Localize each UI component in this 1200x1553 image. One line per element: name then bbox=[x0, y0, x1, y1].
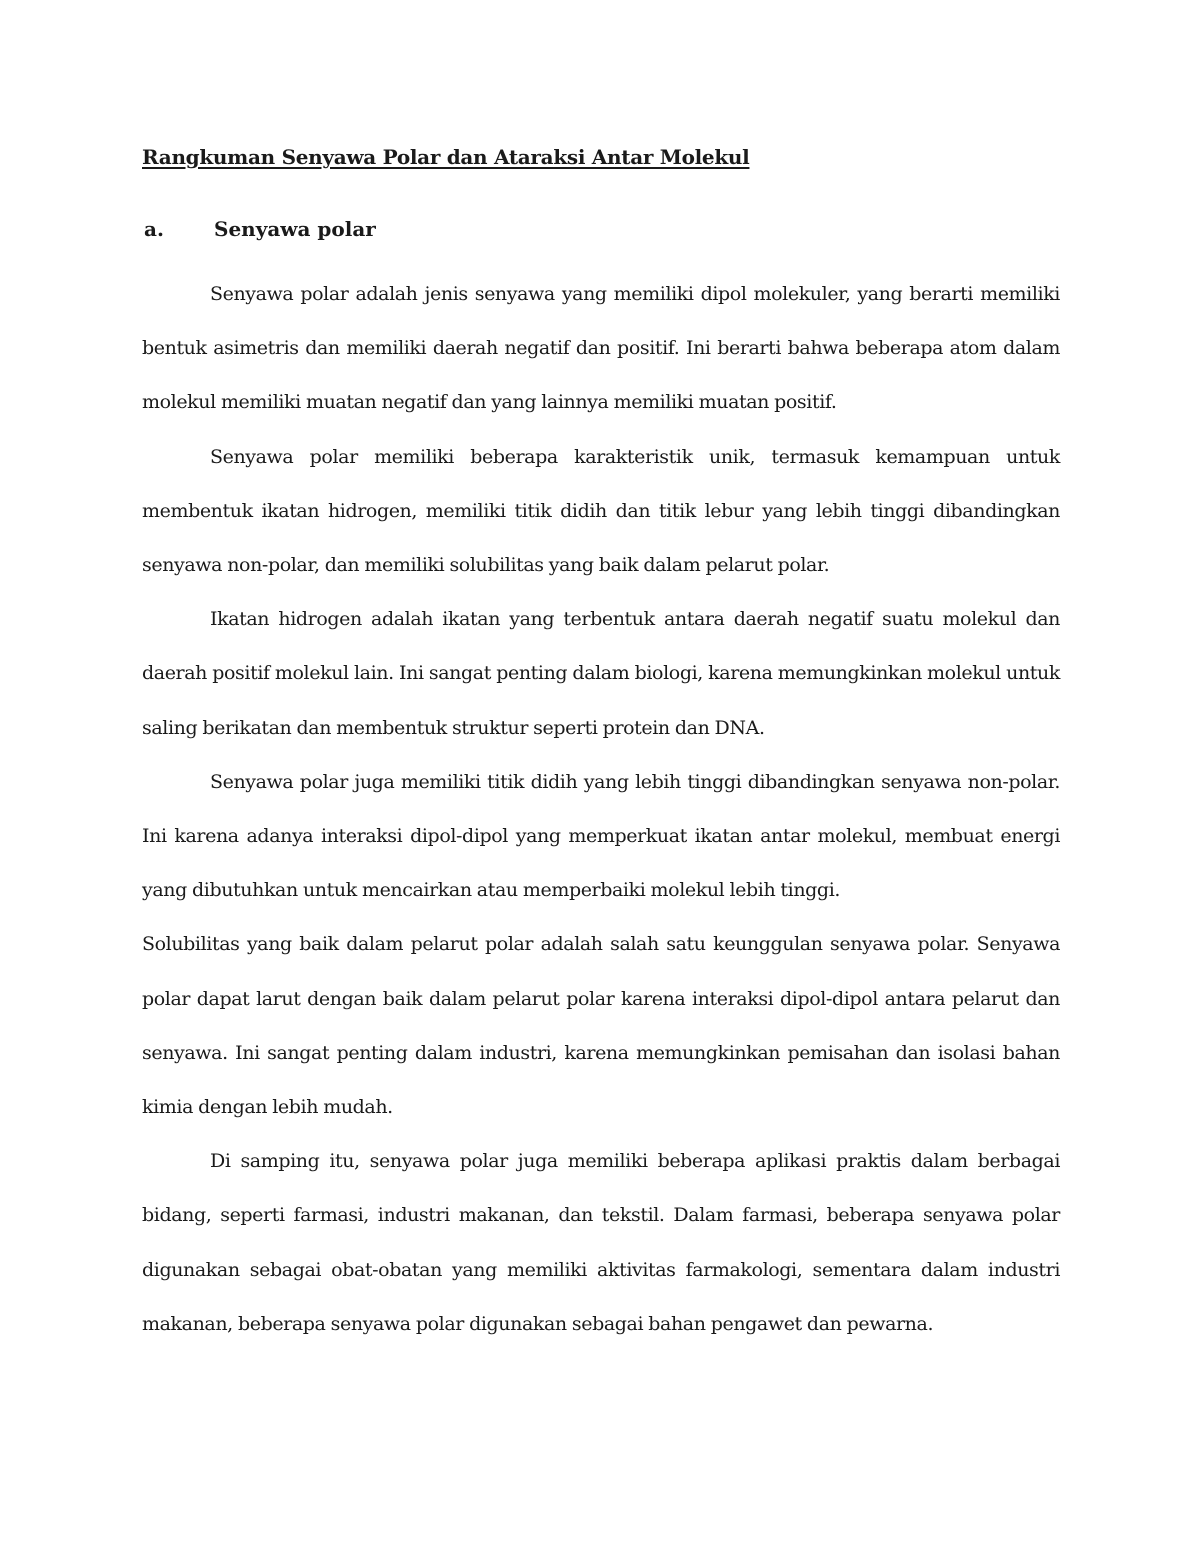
paragraph: Solubilitas yang baik dalam pelarut polar adalah salah satu keunggulan senyawa polar. Senyawa polar dapat larut dengan baik dalam pelarut polar karena interaksi dipol-dipol antara pelarut dan senyawa. Ini sangat penting dalam industri, karena memungkinkan pemisahan dan isolasi bahan kimia dengan lebih mudah. bbox=[142, 933, 1060, 1119]
paragraph: Senyawa polar adalah jenis senyawa yang memiliki dipol molekuler, yang berarti memiliki bentuk asimetris dan memiliki daerah negatif dan positif. Ini berarti bahwa beberapa atom dalam molekul memiliki muatan negatif dan yang lainnya memiliki muatan positif. bbox=[142, 283, 1060, 414]
paragraph: Ikatan hidrogen adalah ikatan yang terbentuk antara daerah negatif suatu molekul dan daerah positif molekul lain. Ini sangat penting dalam biologi, karena memungkinkan molekul untuk saling berikatan dan membentuk struktur seperti protein dan DNA. bbox=[142, 608, 1060, 739]
section-heading bbox=[142, 213, 1060, 245]
document-content bbox=[142, 141, 1060, 1351]
paragraph: Di samping itu, senyawa polar juga memiliki beberapa aplikasi praktis dalam berbagai bidang, seperti farmasi, industri makanan, dan tekstil. Dalam farmasi, beberapa senyawa polar digunakan sebagai obat-obatan yang memiliki aktivitas farmakologi, sementara dalam industri makanan, beberapa senyawa polar digunakan sebagai bahan pengawet dan pewarna. bbox=[142, 1150, 1060, 1335]
document-body bbox=[142, 267, 1060, 1351]
section-marker: a. bbox=[144, 217, 164, 241]
paragraph: Senyawa polar memiliki beberapa karakteristik unik, termasuk kemampuan untuk membentuk ikatan hidrogen, memiliki titik didih dan titik lebur yang lebih tinggi dibandingkan senyawa non-polar, dan memiliki solubilitas yang baik dalam pelarut polar. bbox=[142, 445, 1060, 577]
section-heading-text: Senyawa polar bbox=[214, 217, 376, 241]
document-title: Rangkuman Senyawa Polar dan Ataraksi Antar Molekul bbox=[142, 145, 750, 169]
paragraph: Senyawa polar juga memiliki titik didih yang lebih tinggi dibandingkan senyawa non-polar. Ini karena adanya interaksi dipol-dipol yang memperkuat ikatan antar molekul, membuat energi yang dibutuhkan untuk mencairkan atau memperbaiki molekul lebih tinggi. bbox=[142, 770, 1060, 902]
